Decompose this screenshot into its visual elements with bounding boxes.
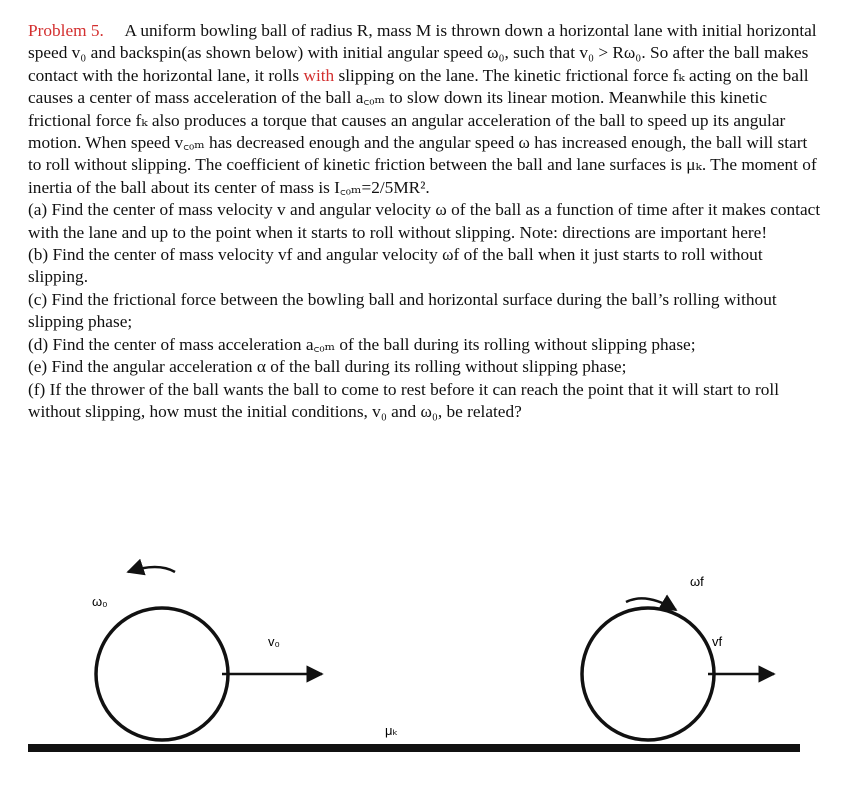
omegaf-label: ωf	[690, 574, 704, 589]
part-b: (b) Find the center of mass velocity vf and angular velocity ωf of the ball when it just starts to roll without slipping.	[28, 245, 763, 287]
part-c: (c) Find the frictional force between the bowling ball and horizontal surface during the ball’s rolling without slipping phase;	[28, 289, 777, 332]
mu-label: μₖ	[385, 723, 399, 738]
part-d: (d) Find the center of mass acceleration a꜀ₒₘ of the ball during its rolling without slipping phase;	[28, 334, 696, 354]
bowling-ball-diagram	[0, 540, 845, 800]
omega0-label: ω₀	[92, 594, 108, 609]
problem-text	[28, 20, 823, 423]
final-ball	[582, 608, 714, 740]
vf-label: vf	[712, 634, 723, 649]
lane-surface	[28, 744, 800, 752]
intro-text-b: slipping on the lane. The kinetic frictional force fₖ acting on the ball causes a center of mass acceleration of the ball a꜀ₒₘ to slow down its linear motion. Meanwhile this kinetic frictional force fₖ also produces a torque that causes an angular acceleration of the ball to speed up its angular motion. When speed v꜀ₒₘ has decreased enough and the angular speed ω has increased enough, the ball will start to roll without slipping. The coefficient of kinetic friction between the ball and lane surfaces is μₖ. The moment of inertia of the ball about its center of mass is I꜀ₒₘ=2/5MR².	[28, 65, 817, 197]
problem-label: Problem 5.	[28, 21, 104, 40]
initial-ball	[96, 608, 228, 740]
intro-highlight: with	[303, 65, 335, 85]
omega0-arrow	[128, 567, 175, 572]
part-a: (a) Find the center of mass velocity v and angular velocity ω of the ball as a function of time after it makes contact with the lane and up to the point when it starts to roll without slipping. Note: directions are important here!	[28, 200, 821, 242]
problem-intro	[28, 20, 823, 199]
part-f: (f) If the thrower of the ball wants the ball to come to rest before it can reach the point that it will start to roll without slipping, how must the initial conditions, v₀ and ω₀, be related?	[28, 379, 780, 421]
v0-label: v₀	[268, 634, 280, 649]
intro-text-a: A uniform bowling ball of radius R, mass M is thrown down a horizontal lane with initial horizontal speed v₀ and backspin(as shown below) with initial angular speed ω₀, such that v₀ > Rω₀. So after the ball makes contact with the horizontal lane, it rolls	[28, 21, 817, 85]
part-e: (e) Find the angular acceleration α of the ball during its rolling without slipping phase;	[28, 357, 627, 377]
